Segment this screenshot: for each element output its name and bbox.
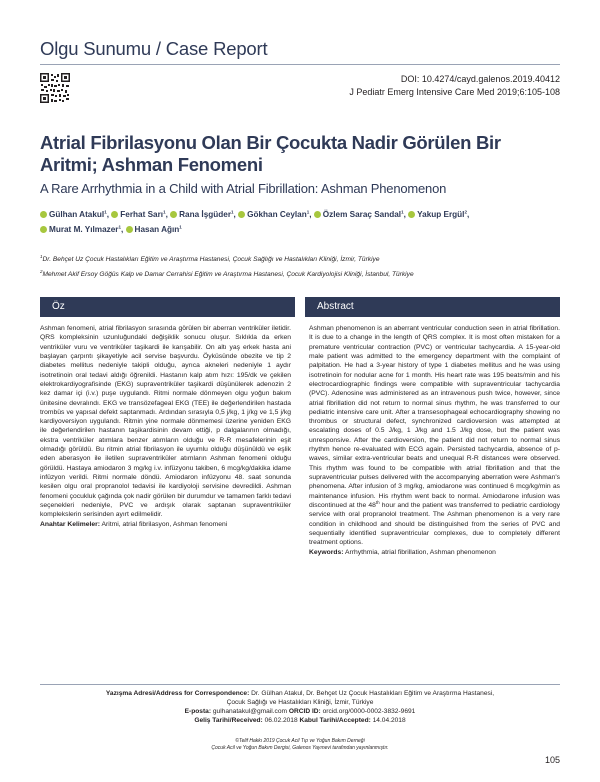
author-name: Gökhan Ceylan [247, 210, 307, 219]
orcid-icon[interactable] [314, 211, 321, 218]
affiliation [40, 267, 560, 282]
correspondence-block [40, 689, 560, 725]
author-list [40, 207, 560, 237]
oz-text: Ashman fenomeni, atrial fibrilasyon sırasında görülen bir aberran ventriküler iletidir. QRS kompleksinin uzunluğundaki değişiklik sonucu oluşur. Sıklıkla da erken ventriküler vuru ve ventriküler taşikardi ile karışabilir. On altı yaş erkek hasta ani başlayan çarpıntı şikayetiyle acil servise başvurdu. Öyküsünde obezite ve tip 2 diabetes mellitus nedeniyle takipli olduğu, ayrıca akneleri nedeniyle 1 aydır isotretinoin oral tedavi aldığı öğrenildi. Hastanın kalp atım hızı: 195/dk ve çekilen elektrokardiyografisinde (EKG) supraventriküler taşikardi düşünülerek adenozin 2 kez damar içi (i.v.) puşe uygulandı. Ritmi normale dönmeyen olgu yoğun bakım ünitesine devralındı. EKG ve transözefageal EKG (TEE) ile değerlendirilen hastada trombüs ve yapısal defekt saptanmadı. Ardından sırasıyla 0,5 j/kg, 1 j/kg ve 1,5 j/kg kardiyoversiyon uygulandı. Ritmin yine normale dönmemesi üzerine yeniden EKG ile değerlendirilen hastanın taşikardisinin devam ettiği, p dalgalarının olmadığı, ekstra ventriküler atımlara benzer atımların olduğu ve R-R mesafelerinin eşit olmadığı görüldü. Bu ritmin atrial fibrilasyon ile uyumlu olduğu düşünüldü ve eşlik eden aberasyon ile iletilen supraventriküler atımların Ashman fenomeni olduğu görüldü. Hastaya amiodaron 3 mg/kg i.v. infüzyonu takiben, 6 mcg/kg/dakika idame infüzyon verildi. Ritmi normale döndü. Amiodaron infüzyonu 48. saat sonunda kesilen olgu oral propranolol tedavisi ile kardiyoloji servisine devredildi. Ashman fenomeni çocukluk çağında çok nadir görülen bir durumdur ve tamamen farklı tedavi seçenekleri nedeniyle, PVC ve ardışık olarak saptanan supraventriküler komplekslerin serisinden ayırt edilmelidir. [40, 325, 292, 519]
oz-heading: Öz [40, 297, 295, 317]
correspondence-line1: Yazışma Adresi/Address for Correspondence: Dr. Gülhan Atakul, Dr. Behçet Uz Çocuk Hastalıkları Eğitim ve Araştırma Hastanesi, [105, 690, 495, 697]
author-name: Gülhan Atakul [49, 210, 105, 219]
author: Yakup Ergül$^2$, [408, 210, 469, 219]
author-name: Yakup Ergül [417, 210, 465, 219]
section-label: Olgu Sunumu / Case Report [40, 38, 268, 59]
author-name: Rana İşgüder [179, 210, 232, 219]
affiliation-text: Mehmet Akif Ersoy Göğüs Kalp ve Damar Cerrahisi Eğitim ve Araştırma Hastanesi, Çocuk Kardiyolojisi Kliniği, İstanbul, Türkiye [42, 271, 414, 278]
author: Murat M. Yılmazer$^1$, [40, 225, 126, 234]
orcid-link[interactable]: orcid.org/0000-0002-3832-9691 [322, 708, 416, 715]
affiliation-num: 1 [40, 253, 43, 259]
author: Gülhan Atakul$^1$, [40, 210, 111, 219]
author-affiliation-num: 1 [306, 209, 310, 215]
page-number: 105 [544, 755, 560, 765]
abstract-keywords: Arrhythmia, atrial fibrillation, Ashman phenomenon [345, 548, 496, 556]
doi-line[interactable]: DOI: 10.4274/cayd.galenos.2019.40412 [400, 74, 560, 84]
orcid-icon[interactable] [170, 211, 177, 218]
author-name: Hasan Ağın [134, 225, 180, 234]
oz-keywords-label: Anahtar Kelimeler: [40, 520, 101, 528]
orcid-icon[interactable] [126, 226, 133, 233]
affiliation-list [40, 252, 560, 282]
dates-line: Geliş Tarihi/Received: 06.02.2018 Kabul Tarihi/Accepted: 14.04.2018 [194, 717, 406, 724]
qr-code-icon [40, 73, 70, 103]
author-affiliation-num: 1 [231, 209, 234, 215]
affiliation-num: 2 [40, 268, 43, 274]
author-affiliation-num: 1 [118, 224, 121, 230]
abstract-text-cont: hour and the patient was transferred to pediatric cardiology service with oral propranolol treatment. The Ashman phenomenon is a very rare condition in childhood and should be distinguished from the series of PVC and sequentially identified supraventricular complexes, due to completely different treatment options. [309, 501, 560, 547]
author: Gökhan Ceylan$^1$, [238, 210, 314, 219]
article-title-tr: Atrial Fibrilasyonu Olan Bir Çocukta Nadir Görülen Bir Aritmi; Ashman Fenomeni [40, 132, 501, 175]
orcid-icon[interactable] [408, 211, 415, 218]
abstract-body [309, 324, 560, 557]
author-affiliation-num: 1 [179, 224, 182, 230]
footer-divider [40, 684, 560, 685]
copyright-notice: ©Telif Hakkı 2019 Çocuk Acil Tıp ve Yoğun Bakım Derneği Çocuk Acil ve Yoğun Bakım Dergisi, Galenos Yayınevi tarafından yayınlanmıştır. [211, 738, 389, 751]
author-affiliation-num: 2 [464, 209, 467, 215]
abstract-heading: Abstract [305, 297, 560, 317]
correspondence-label: Yazışma Adresi/Address for Correspondence: [105, 690, 250, 697]
author-affiliation-num: 1 [401, 209, 404, 215]
author-name: Murat M. Yılmazer [49, 225, 119, 234]
correspondence-line2: Çocuk Sağlığı ve Hastalıkları Kliniği, İzmir, Türkiye [226, 699, 374, 706]
contact-line: E-posta: gulhanatakul@gmail.com ORCID ID: orcid.org/0000-0002-3832-9691 [184, 708, 416, 715]
affiliation [40, 252, 560, 267]
orcid-icon[interactable] [111, 211, 118, 218]
author-name: Ferhat Sarı [120, 210, 164, 219]
author-name: Özlem Saraç Sandal [322, 210, 402, 219]
oz-body [40, 324, 291, 529]
abstract-superscript: th [375, 499, 380, 505]
author-affiliation-num: 1 [163, 209, 166, 215]
author: Rana İşgüder$^1$, [170, 210, 238, 219]
affiliation-text: Dr. Behçet Uz Çocuk Hastalıkları Eğitim ve Araştırma Hastanesi, Çocuk Sağlığı ve Hastalıkları Kliniği, İzmir, Türkiye [42, 256, 380, 263]
oz-keywords: Aritmi, atrial fibrilasyon, Ashman fenomeni [101, 520, 228, 528]
journal-citation: J Pediatr Emerg Intensive Care Med 2019;6:105-108 [349, 86, 560, 97]
abstract-text: Ashman phenomenon is an aberrant ventricular conduction seen in atrial fibrillation. It is due to a change in the length of QRS complex. It is most often mistaken for a premature ventricular contraction (PVC) or ventricular tachycardia. A 15-year-old male patient was admitted to the emergency department with the complaint of palpitation. He had a 3-year history of type 1 diabetes mellitus and he was using isotretinoin for nodular acne for 1 month. His heart rate was 195 beats/min and his electrocardiographic findings were compatible with supraventricular tachycardia (PVC). Adenosine was administered as an intravenous push twice, however, since atrial fibrillation did not return to normal sinus rhythm, he was transferred to our pediatric intensive care unit. After a transesophageal echocardiography showing no thrombus or structural defect, synchronized cardioversion was attempted at escalating doses of 0.5 J/kg, 1 J/kg and 1.5 J/kg dose, but the patient was unresponsive. After the cardioversion, the patient did not return to normal sinus rhythm hence re-evaluated with ECG again. Persisted tachycardia, absence of p-waves, similar extra-ventricular beats and unequal R-R distances were observed. This rhythm was found to be compatible with atrial fibrillation and that the supraventricular pulses delivered with the accompanying aberration were Ashman's phenomena. After infusion of 3 mg/kg, amiodarone was continued 6 mcg/kg/min as maintenance infusion. His rhythm went back to normal. Amiodarone infusion was discontinued at the 48 [309, 325, 560, 509]
author: Özlem Saraç Sandal$^1$, [314, 210, 408, 219]
author: Ferhat Sarı$^1$, [111, 210, 170, 219]
email-link[interactable]: gulhanatakul@gmail.com [212, 708, 288, 715]
doi-block [260, 73, 560, 98]
orcid-icon[interactable] [40, 226, 47, 233]
header-divider [40, 64, 560, 65]
orcid-icon[interactable] [238, 211, 245, 218]
article-title-en: A Rare Arrhythmia in a Child with Atrial Fibrillation: Ashman Phenomenon [40, 181, 447, 196]
abstract-keywords-label: Keywords: [309, 548, 344, 556]
author [126, 225, 182, 234]
orcid-icon[interactable] [40, 211, 47, 218]
author-affiliation-num: 1 [104, 209, 107, 215]
